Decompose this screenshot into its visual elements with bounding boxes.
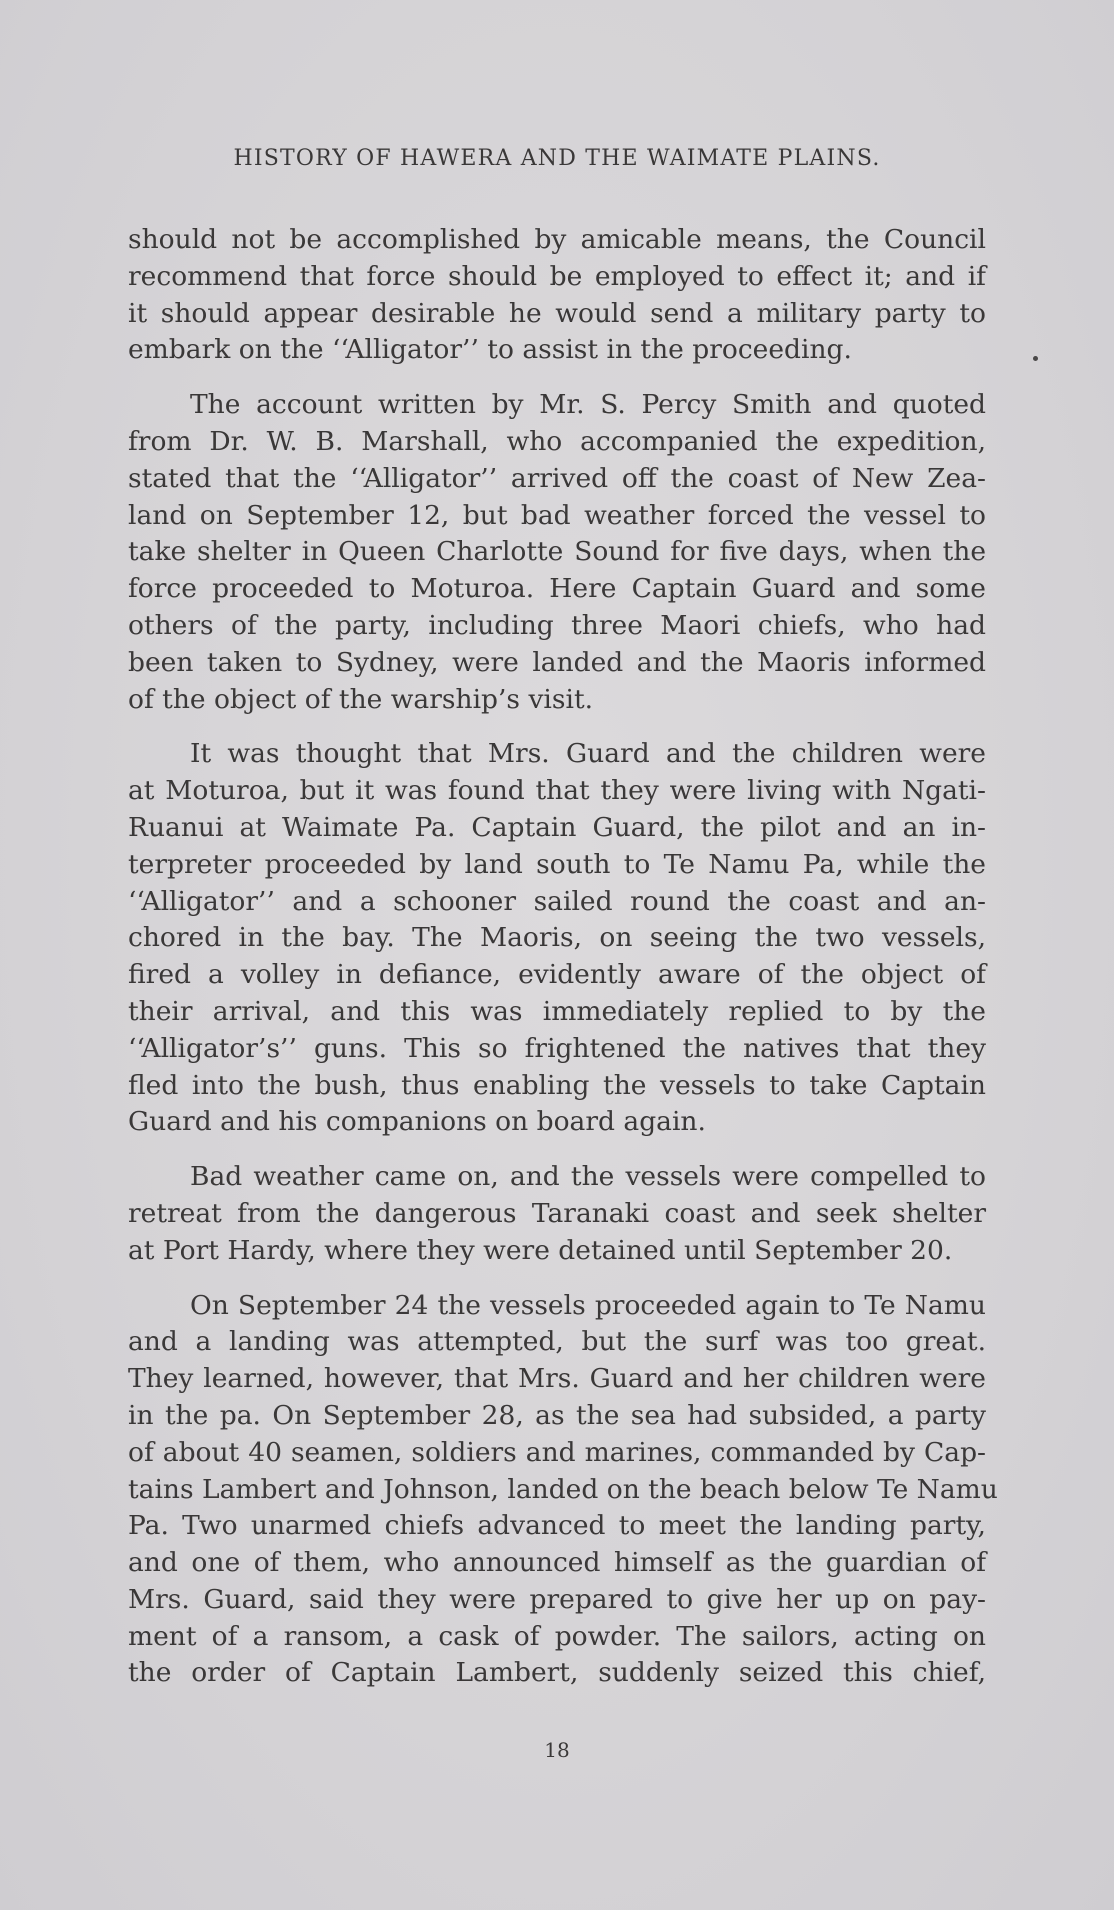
- text-line: tains Lambert and Johnson, landed on the beach below Te Namu: [128, 1473, 998, 1505]
- text-line: retreat from the dangerous Taranaki coast and seek shelter: [128, 1197, 986, 1229]
- paragraph-2: [128, 387, 986, 718]
- text-line: it should appear desirable he would send a military party to: [128, 297, 986, 329]
- text-line: Ruanui at Waimate Pa. Captain Guard, the pilot and an in-: [128, 811, 986, 843]
- page-number: 18: [544, 1738, 570, 1762]
- text-line: fired a volley in defiance, evidently aware of the object of: [128, 959, 986, 991]
- text-line: Mrs. Guard, said they were prepared to give her up on pay-: [128, 1583, 986, 1615]
- text-line: their arrival, and this was immediately replied to by the: [128, 995, 986, 1027]
- text-line: Bad weather came on, and the vessels were compelled to: [190, 1161, 986, 1193]
- text-line: and one of them, who announced himself as the guardian of: [128, 1547, 986, 1579]
- text-line: of the object of the warship’s visit.: [128, 683, 594, 715]
- text-line: the order of Captain Lambert, suddenly seized this chief,: [128, 1657, 986, 1689]
- text-line: at Moturoa, but it was found that they were living with Ngati-: [128, 775, 986, 807]
- paragraph-4: [128, 1159, 986, 1269]
- text-line: Guard and his companions on board again.: [128, 1106, 706, 1138]
- text-line: ‘‘Alligator’s’’ guns. This so frightened the natives that they: [128, 1032, 986, 1064]
- paragraph-3: [128, 736, 986, 1141]
- text-line: On September 24 the vessels proceeded again to Te Namu: [190, 1289, 986, 1321]
- text-line: ‘‘Alligator’’ and a schooner sailed round the coast and an-: [128, 885, 986, 917]
- text-line: at Port Hardy, where they were detained until September 20.: [128, 1234, 953, 1266]
- text-line: The account written by Mr. S. Percy Smith and quoted: [190, 389, 986, 421]
- body-text: [128, 222, 998, 1710]
- text-line: been taken to Sydney, were landed and the Maoris informed: [128, 646, 986, 678]
- text-line: force proceeded to Moturoa. Here Captain Guard and some: [128, 573, 986, 605]
- text-line: and a landing was attempted, but the surf was too great.: [128, 1326, 986, 1358]
- paragraph-5: [128, 1288, 998, 1693]
- text-line: chored in the bay. The Maoris, on seeing the two vessels,: [128, 922, 986, 954]
- text-line: ment of a ransom, a cask of powder. The sailors, acting on: [128, 1620, 986, 1652]
- text-line: It was thought that Mrs. Guard and the children were: [190, 738, 986, 770]
- text-line: others of the party, including three Maori chiefs, who had: [128, 609, 986, 641]
- text-line: fled into the bush, thus enabling the vessels to take Captain: [128, 1069, 986, 1101]
- text-line: terpreter proceeded by land south to Te Namu Pa, while the: [128, 848, 986, 880]
- ink-speck: [1033, 356, 1038, 361]
- text-line: embark on the ‘‘Alligator’’ to assist in the proceeding.: [128, 334, 852, 366]
- text-line: from Dr. W. B. Marshall, who accompanied the expedition,: [128, 425, 986, 457]
- running-head: HISTORY OF HAWERA AND THE WAIMATE PLAINS.: [233, 146, 881, 171]
- text-line: recommend that force should be employed to effect it; and if: [128, 260, 986, 292]
- text-line: should not be accomplished by amicable means, the Council: [128, 224, 986, 255]
- text-line: stated that the ‘‘Alligator’’ arrived off the coast of New Zea-: [128, 462, 986, 494]
- paragraph-1: [128, 222, 986, 369]
- text-line: Pa. Two unarmed chiefs advanced to meet the landing party,: [128, 1510, 986, 1542]
- text-line: in the pa. On September 28, as the sea had subsided, a party: [128, 1399, 986, 1431]
- text-line: land on September 12, but bad weather forced the vessel to: [128, 499, 986, 531]
- text-line: take shelter in Queen Charlotte Sound for five days, when the: [128, 536, 986, 568]
- text-line: of about 40 seamen, soldiers and marines, commanded by Cap-: [128, 1436, 986, 1468]
- text-line: They learned, however, that Mrs. Guard and her children were: [128, 1363, 986, 1395]
